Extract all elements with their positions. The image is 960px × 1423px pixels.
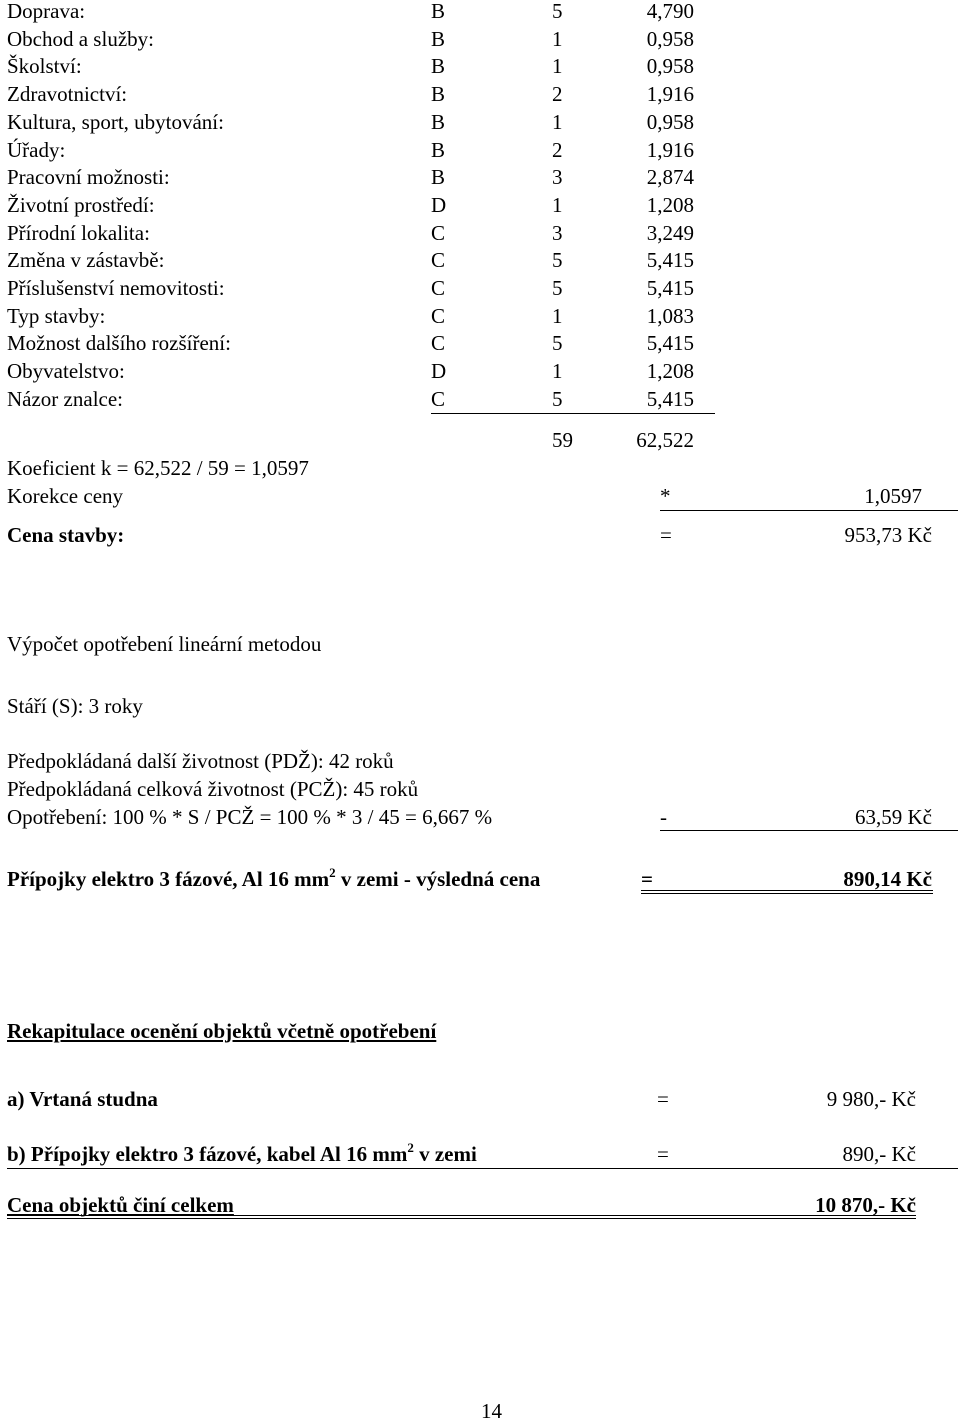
criteria-level: B — [431, 82, 446, 107]
summary-heading: Rekapitulace ocenění objektů včetně opotřebení — [7, 1019, 437, 1043]
criteria-value: 5,415 — [646, 276, 694, 300]
criteria-level: D — [431, 359, 447, 384]
criteria-points: 5 — [552, 248, 563, 273]
criteria-points: 1 — [552, 303, 563, 328]
summary-item-b-op: = — [657, 1142, 669, 1166]
summary-item-b-rule — [7, 1168, 958, 1169]
criteria-label: Doprava: — [7, 0, 86, 23]
criteria-value: 5,415 — [646, 386, 694, 411]
criteria-level: B — [431, 26, 446, 51]
wear-label: Opotřebení: 100 % * S / PCŽ = 100 % * 3 / 45 = 6,667 % — [7, 805, 493, 829]
criteria-points: 1 — [552, 54, 563, 79]
connection-result-label: Přípojky elektro 3 fázové, Al 16 $mm^2$ v zemi - výsledná cena — [7, 865, 541, 891]
criteria-value: 1,083 — [646, 303, 694, 328]
coefficient-text: Koeficient k = 62,522 / 59 = 1,0597 — [7, 456, 309, 480]
summary-total-value: 10 870,- Kč — [815, 1193, 916, 1217]
page-number: 14 — [481, 1399, 502, 1423]
criteria-points: 1 — [552, 192, 563, 217]
criteria-points: 3 — [552, 220, 563, 245]
criteria-label: Názor znalce: — [7, 386, 124, 411]
summary-item-a-label: a) Vrtaná studna — [7, 1087, 158, 1111]
total-value: 62,522 — [636, 428, 694, 452]
criteria-points: 2 — [552, 82, 563, 107]
correction-rule — [660, 510, 958, 511]
criteria-points: 3 — [552, 165, 563, 190]
criteria-total-rule — [431, 413, 715, 414]
building-price-label: Cena stavby: — [7, 523, 125, 547]
summary-item-b-label: b) Přípojky elektro 3 fázové, kabel Al 16 $mm^2$ v zemi — [7, 1140, 477, 1166]
connection-result-op: = — [641, 867, 653, 891]
criteria-value: 3,249 — [646, 220, 694, 245]
criteria-level: C — [431, 386, 446, 411]
criteria-points: 5 — [552, 386, 563, 411]
criteria-level: B — [431, 0, 446, 23]
criteria-label: Typ stavby: — [7, 303, 106, 328]
criteria-points: 1 — [552, 359, 563, 384]
criteria-value: 1,208 — [646, 192, 694, 217]
criteria-label: Kultura, sport, ubytování: — [7, 109, 224, 134]
criteria-points: 1 — [552, 26, 563, 51]
criteria-label: Zdravotnictví: — [7, 82, 128, 107]
criteria-value: 5,415 — [646, 331, 694, 356]
depreciation-heading: Výpočet opotřebení lineární metodou — [7, 632, 322, 656]
connection-result-rule — [641, 890, 933, 894]
building-price-op: = — [660, 523, 672, 547]
criteria-label: Změna v zástavbě: — [7, 248, 165, 273]
summary-total-label: Cena objektů činí celkem — [7, 1193, 234, 1217]
criteria-level: C — [431, 331, 446, 356]
criteria-points: 5 — [552, 331, 563, 356]
wear-op: - — [660, 805, 667, 829]
criteria-value: 0,958 — [646, 26, 694, 51]
criteria-value: 0,958 — [646, 54, 694, 79]
criteria-level: B — [431, 109, 446, 134]
total-points: 59 — [552, 428, 573, 452]
wear-value: 63,59 Kč — [855, 805, 932, 829]
remaining-life-text: Předpokládaná další životnost (PDŽ): 42 roků — [7, 749, 394, 773]
criteria-label: Školství: — [7, 54, 82, 79]
correction-label: Korekce ceny — [7, 484, 124, 508]
building-price-value: 953,73 Kč — [844, 523, 932, 547]
criteria-level: D — [431, 192, 447, 217]
criteria-level: B — [431, 137, 446, 162]
summary-item-a-op: = — [657, 1087, 669, 1111]
criteria-value: 1,916 — [646, 137, 694, 162]
criteria-value: 1,208 — [646, 359, 694, 384]
criteria-label: Přírodní lokalita: — [7, 220, 150, 245]
criteria-value: 0,958 — [646, 109, 694, 134]
wear-rule — [660, 830, 958, 831]
total-life-text: Předpokládaná celková životnost (PCŽ): 45 roků — [7, 777, 419, 801]
criteria-level: C — [431, 276, 446, 300]
criteria-label: Životní prostředí: — [7, 192, 155, 217]
criteria-label: Příslušenství nemovitosti: — [7, 276, 225, 300]
criteria-points: 2 — [552, 137, 563, 162]
criteria-value: 1,916 — [646, 82, 694, 107]
criteria-value: 2,874 — [646, 165, 694, 190]
criteria-label: Obyvatelstvo: — [7, 359, 125, 384]
criteria-points: 5 — [552, 0, 563, 23]
criteria-value: 5,415 — [646, 248, 694, 273]
criteria-level: C — [431, 248, 446, 273]
correction-value: 1,0597 — [864, 484, 922, 508]
criteria-level: B — [431, 165, 446, 190]
summary-item-b-value: 890,- Kč — [842, 1142, 916, 1166]
criteria-label: Obchod a služby: — [7, 26, 154, 51]
criteria-level: C — [431, 303, 446, 328]
criteria-label: Pracovní možnosti: — [7, 165, 170, 190]
criteria-level: B — [431, 54, 446, 79]
criteria-points: 1 — [552, 109, 563, 134]
criteria-level: C — [431, 220, 446, 245]
age-text: Stáří (S): 3 roky — [7, 694, 143, 718]
criteria-value: 4,790 — [646, 0, 694, 23]
criteria-label: Úřady: — [7, 137, 66, 162]
criteria-label: Možnost dalšího rozšíření: — [7, 331, 231, 356]
summary-total-rule — [7, 1215, 916, 1219]
connection-result-value: 890,14 Kč — [843, 867, 932, 891]
summary-item-a-value: 9 980,- Kč — [826, 1087, 916, 1111]
correction-op: * — [660, 484, 671, 508]
criteria-points: 5 — [552, 276, 563, 300]
